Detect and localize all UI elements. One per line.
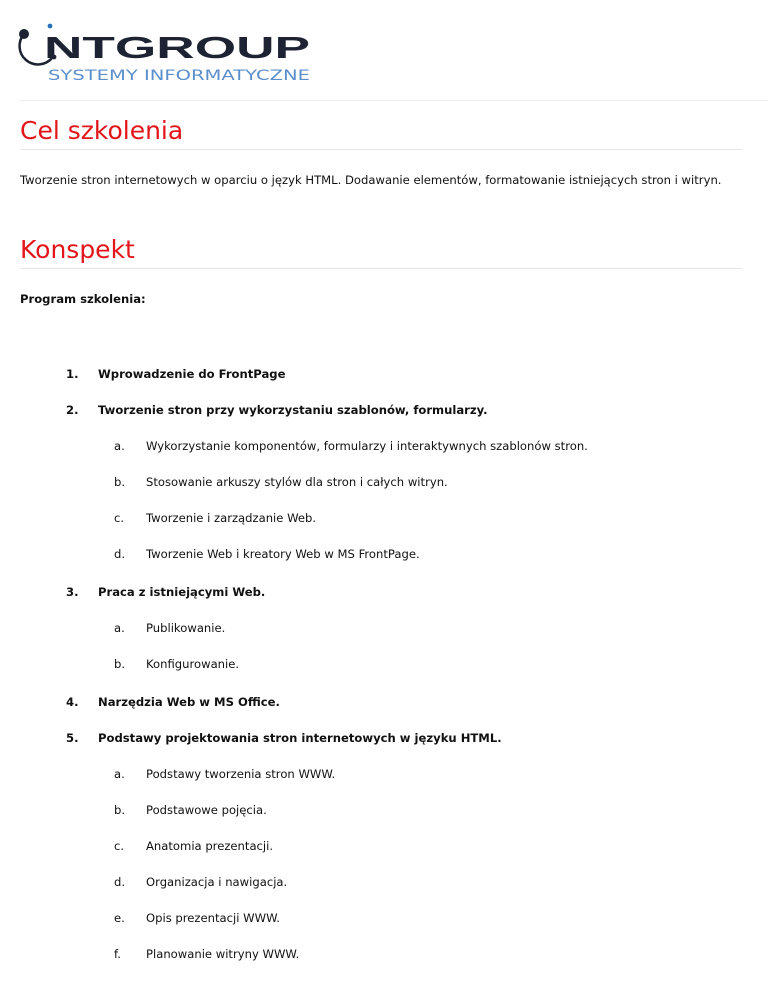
sub-item-text: Anatomia prezentacji. — [146, 839, 274, 853]
list-item-text: Wprowadzenie do FrontPage — [98, 367, 286, 381]
sub-item-text: Tworzenie i zarządzanie Web. — [146, 511, 317, 525]
list-item-text: Narzędzia Web w MS Office. — [98, 695, 280, 709]
outline-divider — [20, 268, 742, 269]
list-item-number: 5. — [66, 731, 79, 745]
sub-item-letter: a. — [114, 621, 125, 635]
list-item-text: Praca z istniejącymi Web. — [98, 585, 266, 599]
sub-item-text: Publikowanie. — [146, 621, 226, 635]
sub-item-text: Planowanie witryny WWW. — [146, 947, 300, 961]
sub-item-letter: c. — [114, 839, 125, 853]
list-item-text: Podstawy projektowania stron internetowych w języku HTML. — [98, 731, 502, 745]
sub-item-text: Stosowanie arkuszy stylów dla stron i całych witryn. — [146, 475, 448, 489]
sub-item-letter: a. — [114, 767, 125, 781]
sub-item-text: Wykorzystanie komponentów, formularzy i interaktywnych szablonów stron. — [146, 439, 588, 453]
goal-text: Tworzenie stron internetowych w oparciu o język HTML. Dodawanie elementów, formatowanie istniejących stron i witryn. — [20, 173, 722, 187]
sub-item-text: Organizacja i nawigacja. — [146, 875, 288, 889]
program-label: Program szkolenia: — [20, 292, 146, 306]
sub-item-text: Podstawy tworzenia stron WWW. — [146, 767, 336, 781]
sub-item-letter: f. — [114, 947, 121, 961]
sub-item-letter: d. — [114, 875, 126, 889]
sub-item-text: Opis prezentacji WWW. — [146, 911, 280, 925]
outline-heading: Konspekt — [20, 235, 135, 264]
logo-tagline-text: SYSTEMY INFORMATYCZNE — [48, 68, 310, 84]
sub-item-letter: d. — [114, 547, 126, 561]
header-divider — [20, 100, 768, 101]
logo-brand-text: NTGROUP — [44, 30, 310, 65]
sub-item-text: Konfigurowanie. — [146, 657, 240, 671]
list-item-number: 3. — [66, 585, 79, 599]
sub-item-text: Tworzenie Web i kreatory Web w MS FrontPage. — [146, 547, 420, 561]
sub-item-letter: b. — [114, 475, 126, 489]
goal-divider — [20, 149, 742, 150]
sub-item-text: Podstawowe pojęcia. — [146, 803, 267, 817]
sub-item-letter: c. — [114, 511, 125, 525]
sub-item-letter: e. — [114, 911, 125, 925]
sub-item-letter: b. — [114, 803, 126, 817]
list-item-text: Tworzenie stron przy wykorzystaniu szablonów, formularzy. — [98, 403, 488, 417]
ntgroup-logo-graphic — [14, 12, 314, 88]
goal-heading: Cel szkolenia — [20, 116, 184, 145]
list-item-number: 1. — [66, 367, 79, 381]
sub-item-letter: b. — [114, 657, 126, 671]
sub-item-letter: a. — [114, 439, 125, 453]
list-item-number: 4. — [66, 695, 79, 709]
list-item-number: 2. — [66, 403, 79, 417]
company-logo — [14, 12, 314, 88]
